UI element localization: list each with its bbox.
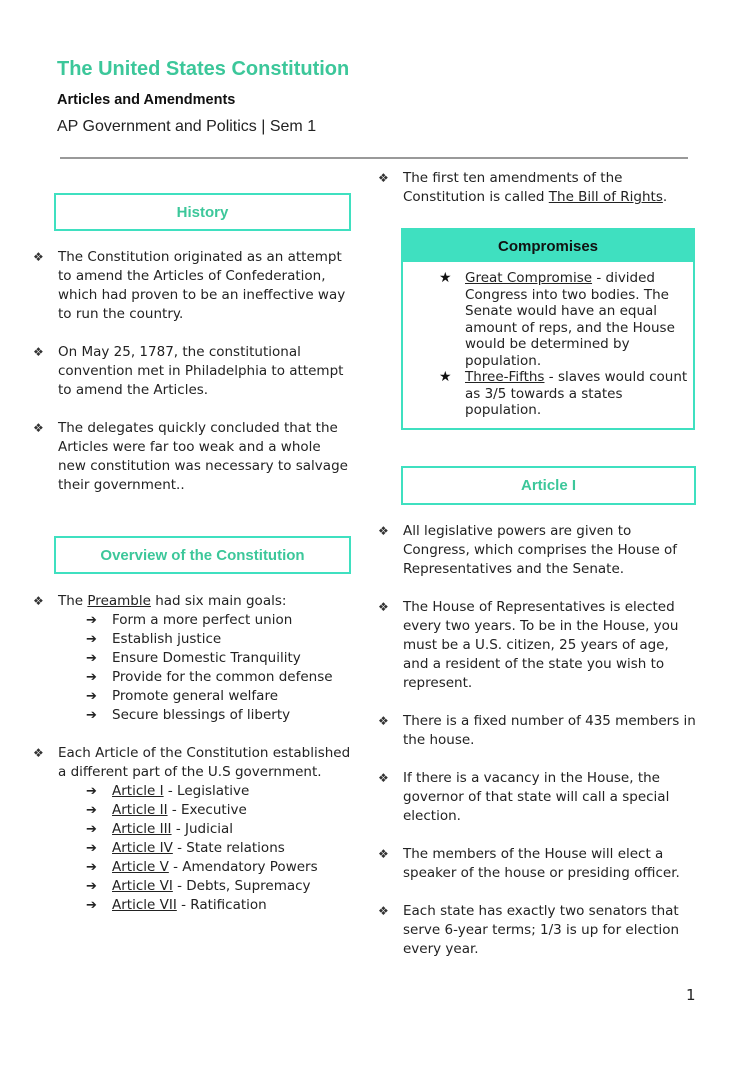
bor-prefix: The first ten amendments of the Constitution is called [403,170,623,205]
compromise-item [465,270,693,369]
article-name: Article II [112,802,168,818]
article-item [86,820,351,839]
preamble-goals [58,611,351,725]
goal-item: ➔ Establish justice [86,630,351,649]
preamble-prefix: The [58,593,88,609]
article-item [86,896,351,915]
article-name: Article I [112,783,164,799]
list-item: ❖ The Constitution originated as an attempt to amend the Articles of Confederation, which had proven to be an ineffective way to run the country. [33,248,351,324]
compromise-term: Three-Fifths [465,369,545,385]
overview-list [33,592,351,915]
article-item [86,877,351,896]
article1-heading-box [401,466,696,505]
compromise-desc: - divided Congress into two bodies. The Senate would have an equal amount of reps, and the House would be determined by population. [465,270,675,369]
list-item: ❖ The House of Representatives is elected every two years. To be in the House, you must be a U.S. citizen, 25 years of age, and a resident of the state you wish to represent. [378,598,698,693]
list-item: ❖ There is a fixed number of 435 members in the house. [378,712,698,750]
article1-list [378,522,698,959]
article1-heading: Article I [520,477,577,494]
goal-item: ➔ Ensure Domestic Tranquility [86,649,351,668]
course-label: AP Government and Politics | Sem 1 [57,118,317,135]
list-item: ❖ The delegates quickly concluded that the Articles were far too weak and a whole new constitution was necessary to salvage their government.. [33,419,351,495]
compromise-item [465,369,693,419]
list-item: ❖ The members of the House will elect a speaker of the house or presiding officer. [378,845,698,883]
articles-list [58,782,351,915]
article-item [86,839,351,858]
header-divider [60,157,688,159]
article-name: Article V [112,859,169,875]
article-name: Article IV [112,840,173,856]
article-desc: - Legislative [163,783,250,799]
bor-suffix: . [662,189,668,205]
list-item [378,169,698,207]
overview-heading: Overview of the Constitution [100,546,305,564]
article-desc: - Executive [167,802,247,818]
bor-term: The Bill of Rights [548,189,663,205]
goal-item: ➔ Promote general welfare [86,687,351,706]
overview-heading-box [54,536,351,574]
article-item [86,801,351,820]
document-subtitle: Articles and Amendments [57,92,236,108]
article-desc: - State relations [172,840,285,856]
list-item: ❖ If there is a vacancy in the House, the governor of that state will call a special election. [378,769,698,826]
goal-item: ➔ Secure blessings of liberty [86,706,351,725]
article-desc: - Amendatory Powers [168,859,318,875]
preamble-suffix: had six main goals: [150,593,287,609]
list-item: ❖ Each state has exactly two senators that serve 6-year terms; 1/3 is up for election every year. [378,902,698,959]
article-desc: - Judicial [171,821,234,837]
articles-intro: Each Article of the Constitution established a different part of the U.S government. [58,745,351,780]
article-desc: - Debts, Supremacy [172,878,311,894]
preamble-item [33,592,351,725]
list-item: ❖ All legislative powers are given to Congress, which comprises the House of Representatives and the Senate. [378,522,698,579]
list-item: ❖ On May 25, 1787, the constitutional convention met in Philadelphia to attempt to amend the Articles. [33,343,351,400]
history-heading: History [176,203,229,221]
compromises-box [401,228,695,430]
compromise-term: Great Compromise [465,270,593,286]
bill-of-rights-list [378,169,698,207]
article-name: Article III [112,821,172,837]
document-title: The United States Constitution [57,58,350,80]
article-name: Article VI [112,878,173,894]
history-list [33,248,351,495]
goal-item: ➔ Provide for the common defense [86,668,351,687]
preamble-term: Preamble [87,593,151,609]
goal-item: ➔ Form a more perfect union [86,611,351,630]
article-desc: - Ratification [176,897,267,913]
article-item [86,782,351,801]
article-item [86,858,351,877]
history-heading-box [54,193,351,231]
article-name: Article VII [112,897,177,913]
compromises-list [403,270,693,419]
compromise-desc: - slaves would count as 3/5 towards a states population. [465,369,688,418]
compromises-heading: Compromises [403,230,693,262]
page-number: 1 [686,986,696,1004]
articles-item [33,744,351,915]
